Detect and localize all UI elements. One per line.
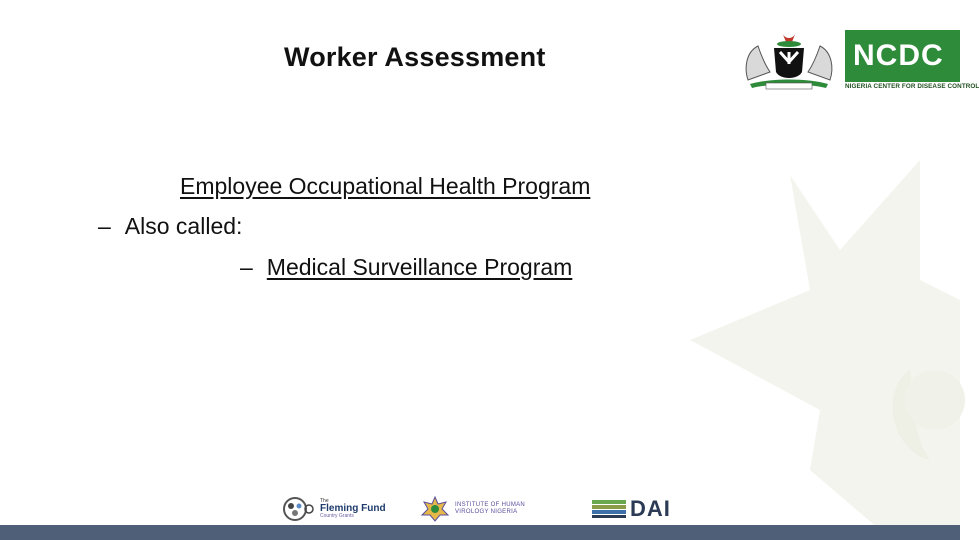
ihvn-emblem-icon bbox=[420, 496, 450, 522]
dash-bullet: – bbox=[240, 254, 253, 280]
program-name: Employee Occupational Health Program bbox=[180, 173, 591, 199]
ihvn-line-2: VIROLOGY NIGERIA bbox=[455, 509, 518, 515]
fleming-line-1: The bbox=[320, 498, 329, 504]
dai-logo bbox=[592, 496, 671, 522]
ncdc-logo bbox=[845, 30, 979, 92]
background-star-watermark bbox=[680, 140, 960, 530]
also-called-text: Also called: bbox=[124, 213, 243, 239]
dai-stripes-icon bbox=[592, 499, 626, 519]
fleming-line-3: Country Grants bbox=[320, 513, 354, 519]
dai-wordmark: DAI bbox=[630, 496, 671, 521]
fleming-fund-logo bbox=[282, 496, 386, 522]
ncdc-subtitle: NIGERIA CENTER FOR DISEASE CONTROL bbox=[845, 83, 979, 90]
fleming-fund-icon bbox=[282, 496, 316, 522]
ihvn-line-1: INSTITUTE OF HUMAN bbox=[455, 501, 526, 508]
slide-title: Worker Assessment bbox=[284, 42, 546, 72]
alternate-program-name: Medical Surveillance Program bbox=[266, 254, 573, 280]
program-line bbox=[180, 173, 590, 200]
fleming-line-2: Fleming Fund bbox=[320, 503, 386, 514]
alternate-name-line bbox=[240, 254, 572, 281]
ncdc-wordmark: NCDC bbox=[845, 30, 960, 82]
footer-bar bbox=[0, 525, 960, 540]
coat-of-arms-logo bbox=[740, 28, 838, 92]
dash-bullet: – bbox=[98, 213, 111, 239]
also-called-line bbox=[98, 213, 242, 240]
ihvn-logo bbox=[420, 496, 525, 522]
